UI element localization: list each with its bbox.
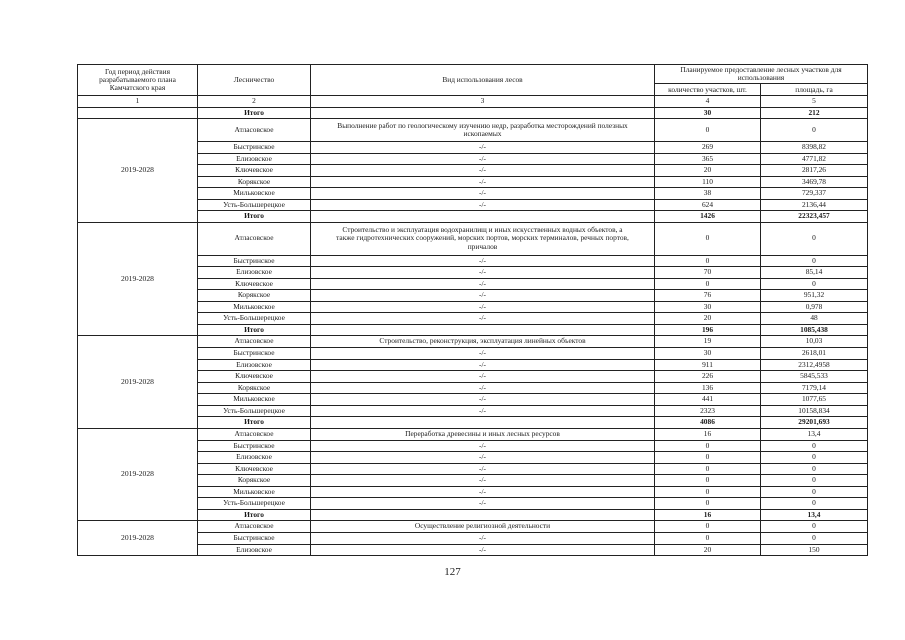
use-ditto: -/- [311,440,655,452]
use-ditto: -/- [311,348,655,360]
period-cell: 2019-2028 [78,119,198,223]
header-forestry: Лесничество [198,65,311,96]
count-cell: 0 [655,486,761,498]
area-cell: 0,978 [761,301,868,313]
use-ditto: -/- [311,301,655,313]
area-cell: 0 [761,521,868,533]
count-cell: 136 [655,382,761,394]
total-label: Итого [198,107,311,119]
use-ditto: -/- [311,394,655,406]
forestry-name: Атласовское [198,336,311,348]
colnum-1: 1 [78,96,198,108]
area-cell: 3469,78 [761,176,868,188]
forestry-name: Усть-Большерецкое [198,313,311,325]
count-cell: 0 [655,521,761,533]
use-ditto: -/- [311,188,655,200]
area-cell: 0 [761,255,868,267]
area-cell: 7179,14 [761,382,868,394]
area-cell: 951,32 [761,290,868,302]
page-number: 127 [444,566,461,578]
use-ditto: -/- [311,371,655,383]
forestry-name: Корякское [198,176,311,188]
forestry-name: Корякское [198,475,311,487]
count-cell: 0 [655,452,761,464]
forestry-name: Усть-Большерецкое [198,405,311,417]
forestry-name: Ключевское [198,278,311,290]
table-row [78,119,868,142]
column-numbers-row [78,96,868,108]
count-cell: 20 [655,165,761,177]
area-cell: 2618,01 [761,348,868,360]
subtotal-count: 196 [655,324,761,336]
area-cell: 1077,65 [761,394,868,406]
use-ditto: -/- [311,475,655,487]
use-ditto: -/- [311,405,655,417]
header-use: Вид использования лесов [311,65,655,96]
use-ditto: -/- [311,165,655,177]
use-ditto: -/- [311,544,655,556]
subtotal-use-empty [311,509,655,521]
use-ditto: -/- [311,278,655,290]
count-cell: 16 [655,428,761,440]
area-cell: 0 [761,463,868,475]
use-ditto: -/- [311,176,655,188]
count-cell: 911 [655,359,761,371]
area-cell: 0 [761,475,868,487]
area-cell: 729,337 [761,188,868,200]
forestry-name: Мильковское [198,301,311,313]
forestry-name: Мильковское [198,188,311,200]
subtotal-label: Итого [198,509,311,521]
header-planned: Планируемое предоставление лесных участков для использования [655,65,868,84]
use-ditto: -/- [311,533,655,545]
use-ditto: -/- [311,313,655,325]
count-cell: 38 [655,188,761,200]
colnum-3: 3 [311,96,655,108]
use-ditto: -/- [311,486,655,498]
use-type: Осуществление религиозной деятельности [311,521,655,533]
forestry-name: Усть-Большерецкое [198,498,311,510]
area-cell: 48 [761,313,868,325]
subtotal-count: 4086 [655,417,761,429]
subtotal-area: 29201,693 [761,417,868,429]
forestry-name: Быстринское [198,533,311,545]
subtotal-label: Итого [198,324,311,336]
area-cell: 5845,533 [761,371,868,383]
total-area: 212 [761,107,868,119]
header-period: Год период действия разрабатываемого плана Камчатского края [78,65,198,96]
area-cell: 0 [761,498,868,510]
area-cell: 10158,834 [761,405,868,417]
period-cell: 2019-2028 [78,336,198,429]
use-ditto: -/- [311,452,655,464]
subtotal-area: 1085,438 [761,324,868,336]
count-cell: 226 [655,371,761,383]
count-cell: 0 [655,255,761,267]
forestry-name: Быстринское [198,255,311,267]
subtotal-area: 22323,457 [761,211,868,223]
header-row [78,65,868,84]
use-ditto: -/- [311,153,655,165]
count-cell: 0 [655,463,761,475]
count-cell: 0 [655,498,761,510]
count-cell: 0 [655,222,761,255]
forestry-name: Быстринское [198,142,311,154]
area-cell: 10,03 [761,336,868,348]
forestry-name: Елизовское [198,359,311,371]
forestry-name: Быстринское [198,440,311,452]
area-cell: 150 [761,544,868,556]
subtotal-count: 16 [655,509,761,521]
count-cell: 624 [655,199,761,211]
count-cell: 269 [655,142,761,154]
area-cell: 2312,4958 [761,359,868,371]
use-ditto: -/- [311,359,655,371]
count-cell: 0 [655,278,761,290]
header-count: количество участков, шт. [655,84,761,96]
forestry-name: Усть-Большерецкое [198,199,311,211]
area-cell: 0 [761,486,868,498]
table-row [78,222,868,255]
forestry-name: Корякское [198,290,311,302]
subtotal-area: 13,4 [761,509,868,521]
use-ditto: -/- [311,142,655,154]
total-count: 30 [655,107,761,119]
area-cell: 0 [761,533,868,545]
subtotal-use-empty [311,211,655,223]
area-cell: 0 [761,278,868,290]
use-type: Строительство, реконструкция, эксплуатация линейных объектов [311,336,655,348]
use-ditto: -/- [311,290,655,302]
use-ditto: -/- [311,382,655,394]
forestry-name: Мильковское [198,394,311,406]
count-cell: 2323 [655,405,761,417]
forestry-name: Атласовское [198,119,311,142]
subtotal-use-empty [311,324,655,336]
forestry-name: Атласовское [198,521,311,533]
count-cell: 0 [655,475,761,487]
area-cell: 4771,82 [761,153,868,165]
forestry-name: Елизовское [198,544,311,556]
use-type: Строительство и эксплуатация водохранилищ и иных искусственных водных объектов, а также гидротехнических сооружений, морских портов, морских терминалов, речных портов, причалов [311,222,655,255]
subtotal-label: Итого [198,211,311,223]
table-row [78,428,868,440]
colnum-5: 5 [761,96,868,108]
count-cell: 20 [655,313,761,325]
subtotal-count: 1426 [655,211,761,223]
table-row [78,336,868,348]
area-cell: 2817,26 [761,165,868,177]
count-cell: 19 [655,336,761,348]
use-ditto: -/- [311,463,655,475]
count-cell: 110 [655,176,761,188]
count-cell: 365 [655,153,761,165]
area-cell: 0 [761,452,868,464]
top-total-row [78,107,868,119]
count-cell: 70 [655,267,761,279]
use-ditto: -/- [311,255,655,267]
use-type: Выполнение работ по геологическому изучению недр, разработка месторождений полезных ископаемых [311,119,655,142]
forestry-name: Ключевское [198,463,311,475]
count-cell: 0 [655,533,761,545]
period-cell: 2019-2028 [78,428,198,521]
forestry-name: Быстринское [198,348,311,360]
area-cell: 0 [761,440,868,452]
area-cell: 85,14 [761,267,868,279]
subtotal-label: Итого [198,417,311,429]
forestry-name: Атласовское [198,222,311,255]
area-cell: 2136,44 [761,199,868,211]
count-cell: 20 [655,544,761,556]
header-area: площадь, га [761,84,868,96]
use-ditto: -/- [311,498,655,510]
forestry-name: Ключевское [198,371,311,383]
count-cell: 30 [655,301,761,313]
period-cell: 2019-2028 [78,521,198,556]
count-cell: 76 [655,290,761,302]
forestry-name: Мильковское [198,486,311,498]
area-cell: 0 [761,222,868,255]
count-cell: 441 [655,394,761,406]
subtotal-use-empty [311,417,655,429]
count-cell: 30 [655,348,761,360]
area-cell: 0 [761,119,868,142]
forestry-name: Атласовское [198,428,311,440]
count-cell: 0 [655,440,761,452]
forestry-name: Елизовское [198,153,311,165]
use-ditto: -/- [311,199,655,211]
colnum-2: 2 [198,96,311,108]
count-cell: 0 [655,119,761,142]
table-row [78,521,868,533]
use-ditto: -/- [311,267,655,279]
document-page [77,64,867,556]
area-cell: 13,4 [761,428,868,440]
forestry-name: Корякское [198,382,311,394]
forest-plan-table [77,64,868,556]
use-type: Переработка древесины и иных лесных ресурсов [311,428,655,440]
period-cell: 2019-2028 [78,222,198,336]
forestry-name: Ключевское [198,165,311,177]
forestry-name: Елизовское [198,267,311,279]
colnum-4: 4 [655,96,761,108]
area-cell: 8398,82 [761,142,868,154]
forestry-name: Елизовское [198,452,311,464]
